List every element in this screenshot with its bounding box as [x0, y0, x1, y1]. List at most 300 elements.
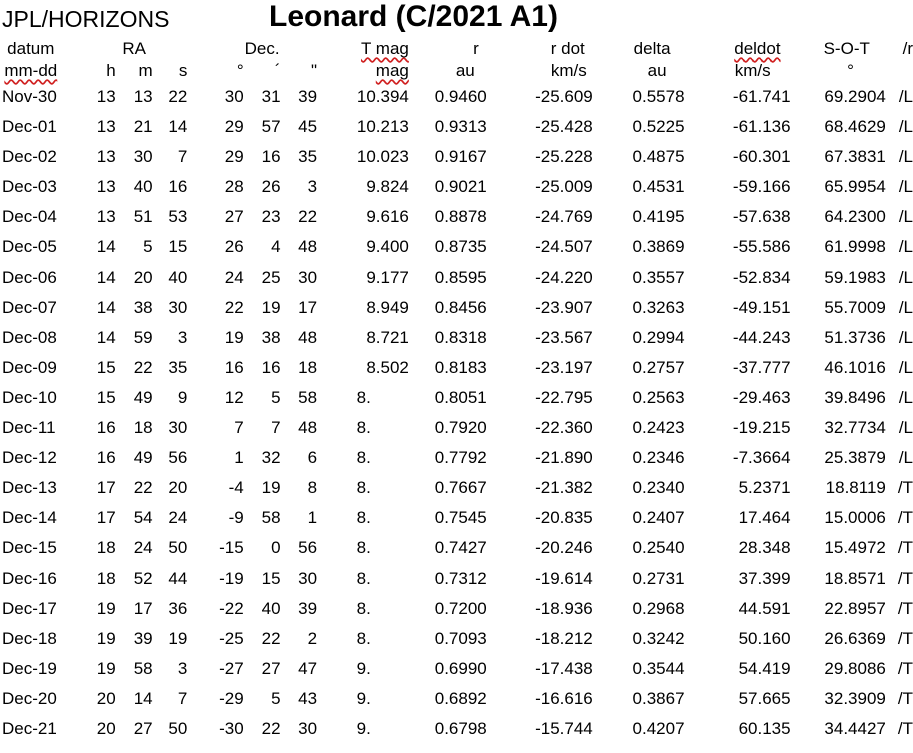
cell-rdot: -16.616 — [535, 688, 593, 708]
cell-ra-s: 24 — [168, 508, 188, 528]
unit-deg: ° — [236, 61, 244, 80]
cell-r: 0.7920 — [434, 418, 487, 438]
cell-tmag: 10.394 — [356, 87, 409, 106]
cell-rdot: -23.907 — [535, 297, 593, 317]
cell-rdot: -15.744 — [535, 718, 593, 738]
cell-delta: 0.3263 — [632, 297, 685, 317]
cell-rdot: -25.428 — [535, 117, 593, 137]
cell-delta: 0.2407 — [632, 508, 685, 528]
cell-ra-m: 18 — [133, 418, 153, 438]
cell-rdot: -17.438 — [535, 658, 593, 678]
cell-ra-m: 13 — [133, 87, 153, 106]
cell-delta: 0.3544 — [632, 658, 685, 678]
cell-date: Dec-07 — [2, 297, 57, 317]
cell-tmag: 8.721 — [366, 327, 409, 347]
cell-ra-m: 40 — [133, 177, 153, 197]
cell-ra-s: 22 — [168, 87, 188, 106]
cell-date: Nov-30 — [2, 87, 57, 106]
cell-ra-s: 19 — [168, 628, 188, 648]
cell-dec-deg: 24 — [224, 267, 244, 287]
cell-date: Dec-10 — [2, 387, 57, 407]
cell-r: 0.6798 — [434, 718, 487, 738]
cell-deldot: 37.399 — [738, 568, 791, 588]
cell-ra-h: 14 — [96, 267, 116, 287]
cell-dec-arcmin: 19 — [261, 297, 281, 317]
cell-delta: 0.2346 — [632, 448, 685, 468]
cell-ra-h: 14 — [96, 327, 116, 347]
cell-ra-m: 54 — [133, 508, 153, 528]
cell-flag: /T — [897, 508, 913, 528]
cell-rdot: -22.795 — [535, 387, 593, 407]
cell-tmag: 9.177 — [366, 267, 409, 287]
cell-deldot: -52.834 — [732, 267, 791, 287]
cell-dec-deg: 29 — [224, 117, 244, 137]
cell-dec-deg: 29 — [224, 147, 244, 167]
source-label: JPL/HORIZONS — [2, 6, 170, 32]
table-row — [0, 172, 913, 202]
cell-ra-m: 58 — [133, 658, 153, 678]
cell-deldot: -60.301 — [732, 147, 791, 167]
cell-delta: 0.5578 — [632, 87, 685, 106]
cell-ra-m: 38 — [133, 297, 153, 317]
cell-dec-arcmin: 32 — [261, 448, 281, 468]
cell-ra-h: 13 — [96, 207, 116, 227]
cell-rdot: -25.228 — [535, 147, 593, 167]
cell-date: Dec-05 — [2, 237, 57, 257]
table-row — [0, 142, 913, 172]
cell-sot: 68.4629 — [824, 117, 886, 137]
cell-delta: 0.4875 — [632, 147, 685, 167]
table-row — [0, 353, 913, 383]
cell-ra-s: 53 — [168, 207, 188, 227]
cell-flag: /T — [897, 568, 913, 588]
cell-dec-arcmin: 26 — [261, 177, 281, 197]
cell-dec-arcmin: 0 — [271, 538, 281, 558]
cell-flag: /L — [898, 207, 913, 227]
cell-ra-s: 40 — [168, 267, 188, 287]
unit-rdot-kms: km/s — [550, 61, 587, 80]
cell-r: 0.8183 — [434, 357, 487, 377]
header-row-names — [0, 38, 913, 60]
cell-r: 0.8878 — [434, 207, 487, 227]
table-row — [0, 383, 913, 413]
cell-tmag: 9.400 — [366, 237, 409, 257]
cell-delta: 0.3869 — [632, 237, 685, 257]
table-row — [0, 564, 913, 594]
col-dec: Dec. — [244, 39, 280, 58]
cell-delta: 0.3242 — [632, 628, 685, 648]
table-row — [0, 443, 913, 473]
cell-dec-deg: 1 — [234, 448, 244, 468]
cell-ra-m: 22 — [133, 357, 153, 377]
cell-ra-s: 16 — [168, 177, 188, 197]
cell-r: 0.7093 — [434, 628, 487, 648]
cell-ra-h: 14 — [96, 297, 116, 317]
cell-ra-s: 3 — [177, 658, 188, 678]
cell-sot: 15.4972 — [824, 538, 886, 558]
cell-tmag: 8. — [356, 387, 371, 407]
cell-deldot: -61.741 — [732, 87, 791, 106]
cell-date: Dec-02 — [2, 147, 57, 167]
cell-r: 0.9021 — [434, 177, 487, 197]
cell-deldot: -59.166 — [732, 177, 791, 197]
cell-dec-deg: 12 — [224, 387, 244, 407]
cell-r: 0.9313 — [434, 117, 487, 137]
cell-dec-arcsec: 2 — [307, 628, 318, 648]
cell-delta: 0.4207 — [632, 718, 685, 738]
cell-sot: 61.9998 — [824, 237, 886, 257]
cell-ra-h: 15 — [96, 357, 116, 377]
cell-dec-deg: -29 — [219, 688, 244, 708]
table-row — [0, 323, 913, 353]
cell-date: Dec-21 — [2, 718, 57, 738]
unit-delta-au: au — [647, 61, 667, 80]
cell-date: Dec-17 — [2, 598, 57, 618]
cell-sot: 32.3909 — [824, 688, 886, 708]
cell-dec-arcmin: 31 — [261, 87, 281, 106]
cell-dec-arcsec: 58 — [298, 387, 318, 407]
cell-dec-arcmin: 15 — [261, 568, 281, 588]
cell-dec-arcsec: 39 — [298, 87, 318, 106]
cell-dec-arcmin: 5 — [271, 387, 281, 407]
table-row — [0, 684, 913, 714]
cell-flag: /T — [897, 718, 913, 738]
cell-dec-arcsec: 35 — [298, 147, 318, 167]
unit-r-au: au — [455, 61, 475, 80]
cell-flag: /T — [897, 658, 913, 678]
cell-rdot: -24.769 — [535, 207, 593, 227]
cell-ra-h: 18 — [96, 538, 116, 558]
cell-tmag: 10.023 — [356, 147, 409, 167]
cell-ra-m: 14 — [133, 688, 153, 708]
table-row — [0, 533, 913, 563]
cell-sot: 22.8957 — [824, 598, 886, 618]
cell-flag: /T — [897, 628, 913, 648]
cell-r: 0.9167 — [434, 147, 487, 167]
cell-date: Dec-16 — [2, 568, 57, 588]
cell-dec-deg: 19 — [224, 327, 244, 347]
cell-date: Dec-13 — [2, 478, 57, 498]
cell-tmag: 9. — [356, 718, 371, 738]
cell-sot: 39.8496 — [824, 387, 886, 407]
cell-tmag: 9.824 — [366, 177, 409, 197]
cell-ra-s: 3 — [177, 327, 188, 347]
cell-ra-h: 20 — [96, 688, 116, 708]
cell-ra-s: 14 — [168, 117, 188, 137]
cell-ra-m: 22 — [133, 478, 153, 498]
cell-ra-m: 39 — [133, 628, 153, 648]
cell-dec-deg: -27 — [219, 658, 244, 678]
cell-rdot: -22.360 — [535, 418, 593, 438]
table-row — [0, 202, 913, 232]
cell-date: Dec-12 — [2, 448, 57, 468]
cell-dec-deg: 22 — [224, 297, 244, 317]
cell-dec-arcsec: 17 — [298, 297, 318, 317]
cell-ra-m: 5 — [143, 237, 153, 257]
cell-deldot: -29.463 — [732, 387, 791, 407]
cell-dec-arcmin: 7 — [271, 418, 281, 438]
cell-date: Dec-03 — [2, 177, 57, 197]
cell-ra-m: 51 — [133, 207, 153, 227]
cell-dec-arcsec: 30 — [298, 568, 318, 588]
cell-dec-arcsec: 22 — [298, 207, 318, 227]
table-row — [0, 112, 913, 142]
cell-dec-deg: -22 — [219, 598, 244, 618]
cell-rdot: -25.009 — [535, 177, 593, 197]
cell-rdot: -18.212 — [535, 628, 593, 648]
cell-dec-arcmin: 5 — [271, 688, 281, 708]
cell-ra-h: 16 — [96, 418, 116, 438]
cell-sot: 32.7734 — [824, 418, 886, 438]
cell-delta: 0.4195 — [632, 207, 685, 227]
cell-deldot: -37.777 — [732, 357, 791, 377]
cell-tmag: 9.616 — [366, 207, 409, 227]
cell-ra-s: 36 — [168, 598, 188, 618]
cell-ra-h: 13 — [96, 117, 116, 137]
cell-r: 0.7312 — [434, 568, 487, 588]
cell-flag: /T — [897, 538, 913, 558]
cell-dec-arcmin: 40 — [261, 598, 281, 618]
cell-r: 0.7427 — [434, 538, 487, 558]
cell-ra-m: 59 — [133, 327, 153, 347]
cell-r: 0.8456 — [434, 297, 487, 317]
cell-date: Dec-19 — [2, 658, 57, 678]
col-r: r — [473, 39, 479, 58]
cell-dec-arcsec: 48 — [298, 327, 318, 347]
cell-delta: 0.2757 — [632, 357, 685, 377]
cell-ra-h: 16 — [96, 448, 116, 468]
col-tmag: T mag — [360, 39, 409, 58]
cell-rdot: -25.609 — [535, 87, 593, 106]
cell-rdot: -23.567 — [535, 327, 593, 347]
cell-rdot: -23.197 — [535, 357, 593, 377]
cell-flag: /T — [897, 688, 913, 708]
cell-flag: /L — [898, 297, 913, 317]
cell-deldot: -19.215 — [732, 418, 791, 438]
cell-flag: /T — [897, 598, 913, 618]
cell-ra-h: 15 — [96, 387, 116, 407]
cell-ra-h: 18 — [96, 568, 116, 588]
cell-dec-arcmin: 19 — [261, 478, 281, 498]
cell-dec-arcmin: 25 — [261, 267, 281, 287]
cell-deldot: -44.243 — [732, 327, 791, 347]
cell-date: Dec-01 — [2, 117, 57, 137]
cell-tmag: 8.502 — [366, 357, 409, 377]
cell-dec-deg: -30 — [219, 718, 244, 738]
cell-delta: 0.2340 — [632, 478, 685, 498]
table-row — [0, 413, 913, 443]
col-deldot: deldot — [734, 39, 781, 58]
cell-flag: /L — [898, 147, 913, 167]
cell-ra-m: 24 — [133, 538, 153, 558]
cell-ra-s: 50 — [168, 538, 188, 558]
cell-dec-arcsec: 1 — [307, 508, 318, 528]
cell-rdot: -21.890 — [535, 448, 593, 468]
cell-rdot: -19.614 — [535, 568, 593, 588]
table-row — [0, 714, 913, 744]
table-body — [0, 82, 913, 744]
cell-ra-m: 27 — [133, 718, 153, 738]
cell-sot: 46.1016 — [824, 357, 886, 377]
cell-sot: 15.0006 — [824, 508, 886, 528]
cell-rdot: -24.507 — [535, 237, 593, 257]
table-header — [0, 38, 913, 82]
cell-sot: 67.3831 — [824, 147, 886, 167]
cell-deldot: -49.151 — [732, 297, 791, 317]
table-row — [0, 503, 913, 533]
cell-dec-arcsec: 48 — [298, 237, 318, 257]
cell-sot: 55.7009 — [824, 297, 886, 317]
cell-date: Dec-15 — [2, 538, 57, 558]
cell-tmag: 8. — [356, 478, 371, 498]
cell-tmag: 8. — [356, 508, 371, 528]
cell-ra-m: 52 — [133, 568, 153, 588]
cell-rdot: -20.835 — [535, 508, 593, 528]
cell-dec-deg: -19 — [219, 568, 244, 588]
cell-sot: 18.8119 — [825, 478, 886, 498]
cell-dec-arcsec: 30 — [298, 718, 318, 738]
cell-dec-arcmin: 22 — [261, 628, 281, 648]
ephemeris-table — [0, 38, 913, 744]
cell-sot: 26.6369 — [824, 628, 886, 648]
table-row — [0, 624, 913, 654]
cell-ra-h: 13 — [96, 177, 116, 197]
cell-rdot: -24.220 — [535, 267, 593, 287]
cell-ra-h: 13 — [96, 87, 116, 106]
cell-ra-s: 15 — [168, 237, 188, 257]
cell-r: 0.7200 — [434, 598, 487, 618]
cell-dec-arcsec: 45 — [298, 117, 318, 137]
cell-dec-arcmin: 23 — [261, 207, 281, 227]
cell-date: Dec-04 — [2, 207, 57, 227]
cell-date: Dec-06 — [2, 267, 57, 287]
cell-dec-arcmin: 57 — [261, 117, 281, 137]
cell-sot: 25.3879 — [824, 448, 886, 468]
cell-deldot: 50.160 — [738, 628, 791, 648]
col-delta: delta — [633, 39, 671, 58]
cell-ra-s: 35 — [168, 357, 188, 377]
cell-delta: 0.2731 — [632, 568, 685, 588]
cell-delta: 0.2968 — [632, 598, 685, 618]
cell-ra-h: 14 — [96, 237, 116, 257]
cell-tmag: 8. — [356, 598, 371, 618]
col-ra: RA — [122, 39, 146, 58]
cell-r: 0.8735 — [434, 237, 487, 257]
cell-deldot: -7.3664 — [732, 448, 791, 468]
table-row — [0, 232, 913, 262]
cell-ra-s: 7 — [177, 147, 188, 167]
cell-dec-arcmin: 4 — [271, 237, 281, 257]
cell-sot: 29.8086 — [824, 658, 886, 678]
cell-date: Dec-08 — [2, 327, 57, 347]
cell-dec-deg: -15 — [219, 538, 244, 558]
cell-r: 0.8595 — [434, 267, 487, 287]
cell-deldot: 17.464 — [738, 508, 791, 528]
cell-flag: /L — [898, 267, 913, 287]
cell-r: 0.7545 — [434, 508, 487, 528]
table-row — [0, 473, 913, 503]
cell-ra-m: 49 — [133, 387, 153, 407]
cell-rdot: -18.936 — [535, 598, 593, 618]
cell-ra-s: 7 — [177, 688, 188, 708]
cell-dec-deg: -25 — [219, 628, 244, 648]
cell-ra-h: 13 — [96, 147, 116, 167]
cell-delta: 0.2540 — [632, 538, 685, 558]
table-row — [0, 654, 913, 684]
cell-dec-arcsec: 48 — [298, 418, 318, 438]
unit-mag: mag — [375, 61, 409, 80]
cell-dec-arcsec: 6 — [307, 448, 318, 468]
cell-ra-m: 49 — [133, 448, 153, 468]
cell-tmag: 8. — [356, 448, 371, 468]
cell-ra-m: 30 — [133, 147, 153, 167]
cell-date: Dec-14 — [2, 508, 57, 528]
unit-sot-deg: ° — [847, 61, 854, 80]
cell-r: 0.6892 — [434, 688, 487, 708]
cell-deldot: 57.665 — [738, 688, 791, 708]
cell-date: Dec-18 — [2, 628, 57, 648]
cell-ra-m: 21 — [133, 117, 153, 137]
cell-flag: /L — [898, 357, 913, 377]
cell-ra-s: 56 — [168, 448, 188, 468]
cell-flag: /T — [897, 478, 913, 498]
cell-delta: 0.5225 — [632, 117, 685, 137]
cell-deldot: -57.638 — [732, 207, 791, 227]
cell-tmag: 10.213 — [356, 117, 409, 137]
cell-ra-s: 30 — [168, 418, 188, 438]
cell-dec-arcsec: 18 — [298, 357, 318, 377]
table-row — [0, 293, 913, 323]
header-row-units — [0, 60, 913, 82]
cell-ra-h: 19 — [96, 628, 116, 648]
cell-ra-s: 9 — [177, 387, 188, 407]
cell-delta: 0.2423 — [632, 418, 685, 438]
cell-deldot: -61.136 — [732, 117, 791, 137]
cell-sot: 69.2904 — [824, 87, 886, 106]
unit-deldot-kms: km/s — [734, 61, 771, 80]
cell-ra-h: 19 — [96, 658, 116, 678]
cell-dec-deg: 16 — [224, 357, 244, 377]
cell-flag: /L — [898, 87, 913, 106]
cell-flag: /L — [898, 117, 913, 137]
cell-delta: 0.2563 — [632, 387, 685, 407]
cell-dec-arcsec: 8 — [307, 478, 318, 498]
cell-deldot: 54.419 — [738, 658, 791, 678]
cell-date: Dec-11 — [2, 418, 56, 438]
cell-rdot: -21.382 — [535, 478, 593, 498]
cell-ra-h: 19 — [96, 598, 116, 618]
cell-r: 0.7667 — [434, 478, 487, 498]
unit-arcsec: " — [311, 61, 318, 80]
cell-tmag: 8. — [356, 628, 371, 648]
cell-tmag: 9. — [356, 658, 371, 678]
page-title: Leonard (C/2021 A1) — [269, 0, 558, 33]
unit-mmdd: mm-dd — [4, 61, 58, 80]
cell-ra-h: 17 — [96, 478, 116, 498]
cell-deldot: -55.586 — [732, 237, 791, 257]
cell-sot: 51.3736 — [824, 327, 886, 347]
cell-dec-arcsec: 47 — [298, 658, 318, 678]
cell-dec-arcmin: 27 — [261, 658, 281, 678]
cell-ra-s: 30 — [168, 297, 188, 317]
cell-ra-h: 20 — [96, 718, 116, 738]
cell-dec-deg: 27 — [224, 207, 244, 227]
cell-rdot: -20.246 — [535, 538, 593, 558]
cell-flag: /L — [898, 418, 913, 438]
cell-deldot: 28.348 — [738, 538, 791, 558]
cell-dec-deg: -9 — [228, 508, 244, 528]
cell-dec-arcsec: 39 — [298, 598, 318, 618]
